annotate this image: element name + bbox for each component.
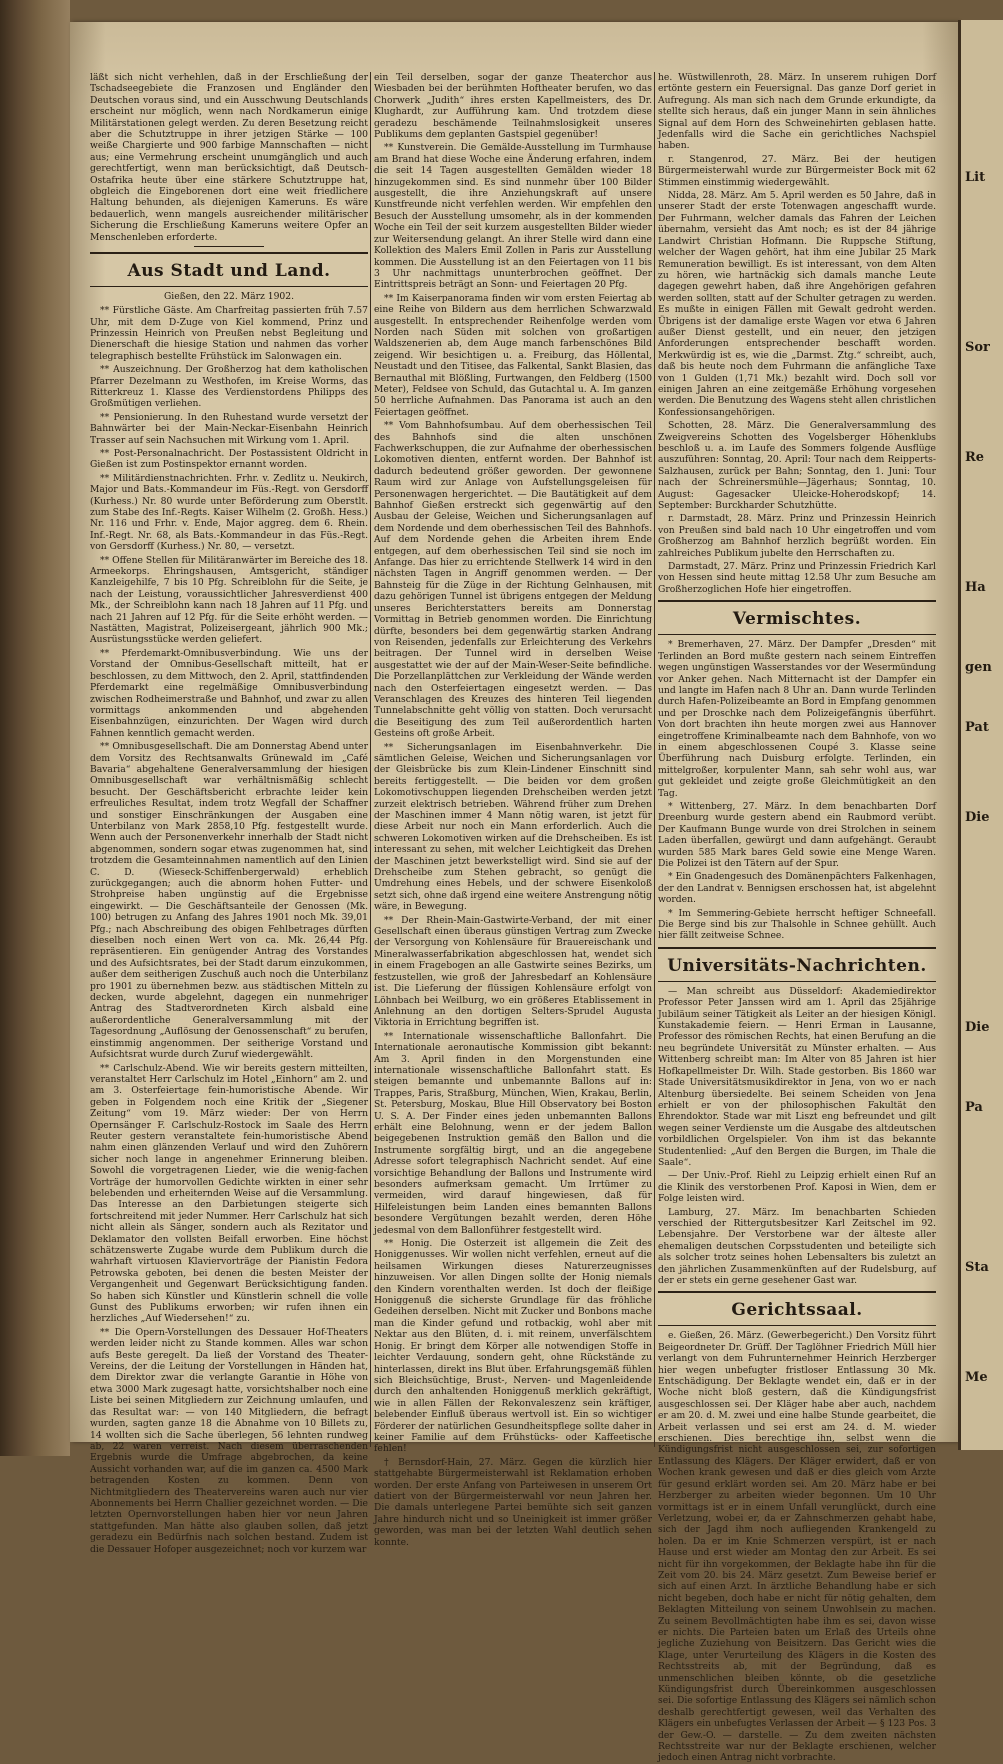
column-1-intro: läßt sich nicht verhehlen, daß in der Erschließung der Tschadseegebiete die Franzosen und Engländer den Deutschen voraus sind, und ein Ausschwung Deutschlands erscheint nur möglich, wenn nach Nordkamerun einige Militärstationen gelegt werden. Zu deren Besetzung reicht aber die Schutztruppe in ihrer jetzigen Stärke — 100 weiße Chargierte und 900 farbige Mannschaften — nicht aus; eine Vermehrung erscheint unumgänglich und auch gerechtfertigt, wenn man berücksichtigt, daß Deutsch-Ostafrika heute über eine stärkere Schutztruppe hat, obgleich die Eingeborenen dort eine weit friedlichere Haltung behunden, als diejenigen Kameruns. Es wäre bedauerlich, wenn mangels ausreichender militärischer Sicherung die Erschließung Kameruns weitere Opfer an Menschenleben erforderte. bbox=[90, 72, 368, 243]
article-paragraph: ** Internationale wissenschaftliche Ballonfahrt. Die Internationale aeronautische Kommission gibt bekannt: Am 3. April finden in den Morgenstunden eine internationale wissenschaftliche Ballonfahrt statt. Es steigen bemannte und unbemannte Ballons auf in: Trappes, Paris, Straßburg, München, Wien, Krakau, Berlin, St. Petersburg, Moskau, Blue Hill Observatory bei Boston U. S. A. Der Finder eines jeden unbemannten Ballons erhält eine Belohnung, wenn er der jedem Ballon beigegebenen Instruktion gemäß den Ballon und die Instrumente sorgfältig birgt, und an die angegebene Adresse sofort telegraphisch Nachricht sendet. Auf eine vorsichtige Behandlung der Ballons und Instrumente wird besonders aufmerksam gemacht. Um Irrtümer zu vermeiden, wird darauf hingewiesen, daß für Hilfeleistungen beim Landen eines bemannten Ballons besondere Vergütungen bezahlt werden, deren Höhe jedesmal von dem Ballonführer festgestellt wird. bbox=[374, 1030, 652, 1236]
article-paragraph: ** Honig. Die Osterzeit ist allgemein die Zeit des Honiggenusses. Wir wollen nicht verfehlen, erneut auf die heilsamen Wirkungen dieses Naturerzeugnisses hinzuweisen. Vor allen Dingen sollte der Honig niemals den Kindern vorenthalten werden. Ist doch der fleißige Honiggenuß die sicherste Grundlage für das fröhliche Gedeihen derselben. Nicht mit Zucker und Bonbons mache man die Kinder gefund und rotbackig, wohl aber mit Nektar aus den Blüten, d. i. mit reinem, unverfälschtem Honig. Er bringt dem Körper alle notwendigen Stoffe in leichter Verdauung, sondern geht, ohne Rückstände zu hinterlassen, direkt ins Blut über. Erfahrungsgemäß fühlen sich Bleichsüchtige, Brust-, Nerven- und Magenleidende durch den anhaltenden Honiggenuß merklich gekräftigt, wie in allen Fällen der Rekonvaleszenz sein kräftiger, belebender Einfluß überaus wertvoll ist. Ein so wichtiger Förderer der natürlichen Gesundheitspflege sollte daher in keiner Familie auf dem Frühstücks- oder Kaffeetische fehlen! bbox=[374, 1238, 652, 1455]
article-paragraph: — Man schreibt aus Düsseldorf: Akademiedirektor Professor Peter Janssen wird am 1. April das 25jährige Jubiläum seiner Tätigkeit als Leiter an der hiesigen Königl. Kunstakademie feiern. — Henri Erman in Lausanne, Professor des römischen Rechts, hat einen Berufung an die neu begründete Universität zu Münster erhalten. — Aus Wittenberg schreibt man: Im Alter von 85 Jahren ist hier Hofkapellmeister Dr. Wilh. Stade gestorben. Bis 1860 war Stade Universitätsmusikdirektor in Jena, von wo er nach Altenburg übersiedelte. Bei seinem Scheiden von Jena erhielt er von der philosophischen Fakultät den Ehrendoktor. Stade war mit Liszt eng befreundet und gilt wegen seiner Verdienste um die Ausgabe des altdeutschen vorbildlichen Orgelspieler. Von ihm ist das bekannte Studentenlied: „Auf den Bergen die Burgen, im Thale die Saale“. bbox=[658, 985, 936, 1168]
column-divider bbox=[370, 72, 371, 1447]
article-paragraph: Schotten, 28. März. Die Generalversammlung des Zweigvereins Schotten des Vogelsberger Höhenklubs beschloß u. a. im Laufe des Sommers folgende Ausflüge auszuführen: Sonntag, 20. April: Tour nach dem Reipperts-Salzhausen, zurück per Bahn; Sonntag, den 1. Juni: Tour nach der Schreinersmühle—Jägerhaus; Sonntag, 10. August: Gagesacker Uleicke-Hoherodskopf; 14. September: Burckharder Schutzhütte. bbox=[658, 420, 936, 512]
article-paragraph: r. Darmstadt, 28. März. Prinz und Prinzessin Heinrich von Preußen sind bald nach 10 Uhr eingetroffen und vom Großherzog am Bahnhof herzlich begrüßt worden. Ein zahlreiches Publikum jubelte den Herrschaften zu. bbox=[658, 513, 936, 559]
page-edge-fragment: Re bbox=[965, 450, 985, 465]
article-paragraph: — Der Univ.-Prof. Riehl zu Leipzig erhielt einen Ruf an die Klinik des verstorbenen Prof. Kaposi in Wien, dem er Folge leisten wird. bbox=[658, 1170, 936, 1205]
article-paragraph: ** Sicherungsanlagen im Eisenbahnverkehr. Die sämtlichen Geleise, Weichen und Sicherungsanlagen vor der Gleisbrücke bis zum Klein-Lindener Einschnitt sind bereits fertiggestellt. — Die beiden vor dem großen Lokomotivschuppen liegenden Drehscheiben werden jetzt zurzeit elektrisch betrieben. Während früher zum Drehen der Maschinen immer 4 Mann nötig waren, ist jetzt für diese Arbeit nur noch ein Mann erforderlich. Auch die schweren Lokomotiven wirken auf die Drehscheiben. Es ist interessant zu sehen, mit welcher Leichtigkeit das Drehen der Maschinen jetzt bewerkstelligt wird. Sind sie auf der Drehscheibe zum Stehen gebracht, so genügt die Umdrehung eines Hebels, und der schwere Eisenkoloß setzt sich, ohne daß irgend eine weitere Anstrengung nötig wäre, in Bewegung. bbox=[374, 741, 652, 913]
article-paragraph: ** Offene Stellen für Militäranwärter im Bereiche des 18. Armeekorps. Ehringshausen, Amtsgericht, ständiger Kanzleigehilfe, 7 bis 10 Pfg. Schreiblohn für die Seite, je nach der Leistung, voraussichtlicher Jahresverdienst 400 Mk., der Schreiblohn kann nach 18 Jahren auf 11 Pfg. und nach 21 Jahren auf 12 Pfg. für die Seite erhöht werden. — Nastätten, Magistrat, Polizeisergeant, jährlich 900 Mk.; Ausrüstungsstücke werden geliefert. bbox=[90, 554, 368, 646]
article-paragraph: ** Fürstliche Gäste. Am Charfreitag passierten früh 7.57 Uhr, mit dem D-Zuge von Kiel kommend, Prinz und Prinzessin Heinrich von Preußen nebst Begleitung und Dienerschaft die hiesige Station und nahmen das vorher telegraphisch bestellte Frühstück im Salonwagen ein. bbox=[90, 305, 368, 362]
section-heading-university-news: Universitäts-Nachrichten. bbox=[667, 955, 927, 976]
heading-frame bbox=[658, 600, 936, 635]
article-paragraph: ** Der Rhein-Main-Gastwirte-Verband, der mit einer Gesellschaft einen überaus günstigen Vertrag zum Zwecke der Versorgung von Kohlensäure für Brauereischank und Mineralwasserfabrikation abgeschlossen hat, wendet sich in einem Fragebogen an alle Gastwirte seines Bezirks, um festzustellen, wie groß der Jahresbedarf an Kohlensäure ist. Die Lieferung der flüssigen Kohlensäure erfolgt von Löhnbach bei Weilburg, wo ein größeres Etablissement in Anlehnung an den dortigen Selters-Sprudel Augusta Viktoria in Errichtung begriffen ist. bbox=[374, 914, 652, 1029]
section-heading-local-news: Aus Stadt und Land. bbox=[127, 261, 331, 282]
dateline: Gießen, den 22. März 1902. bbox=[163, 291, 295, 303]
article-paragraph: r. Stangenrod, 27. März. Bei der heutigen Bürgermeisterwahl wurde zur Bürgermeister Bock mit 62 Stimmen einstimmig wiedergewählt. bbox=[658, 153, 936, 188]
article-paragraph: * Wittenberg, 27. März. In dem benachbarten Dorf Dreenburg wurde gestern abend ein Raubmord verübt. Der Kaufmann Bunge wurde von drei Strolchen in seinem Laden überfallen, gewürgt und dann aufgehängt. Geraubt wurden 585 Mark bares Geld sowie eine Menge Waren. Die Polizei ist den Tätern auf der Spur. bbox=[658, 800, 936, 869]
section-heading-courtroom: Gerichtssaal. bbox=[731, 1300, 863, 1321]
page-edge-fragment: Sor bbox=[965, 340, 990, 355]
article-paragraph: ** Auszeichnung. Der Großherzog hat dem katholischen Pfarrer Dezelmann zu Westhofen, im Kreise Worms, das Ritterkreuz 1. Klasse des Verdienstordens Philipps des Großmütigen verliehen. bbox=[90, 364, 368, 410]
article-paragraph: e. Gießen, 26. März. (Gewerbegericht.) Den Vorsitz führt Beigeordneter Dr. Grüff. Der Taglöhner Friedrich Müll hier verlangt von dem Fuhrunternehmer Heinrich Herzberger hier wegen unbefugter fristloser Entlassung 30 Mk. Entschädigung. Der Beklagte wendet ein, daß er in der Woche nicht bloß gestern, daß die Kündigungsfrist ausgeschlossen sei. Der Kläger habe aber auch, nachdem er am 20. d. M. zwei und eine halbe Stunde gearbeitet, die Arbeit verlassen und sei erst am 24. d. M. wieder erschienen. Dies berechtige ihn, selbst wenn die Kündigungsfrist nicht ausgeschlossen sei, zur sofortigen Entlassung des Klägers. Der Kläger erwidert, daß er von Wochen krank gewesen und daß er dies gleich vom Arzte für gesund erklärt worden sei. Am 20. März habe er bei Herzberger zu arbeiten wieder begonnen. Um 10 Uhr vormittags ist er in einem Unfall verunglückt, durch eine Verletzung, wobei er, da er Zahnschmerzen gehabt habe, sich der Jagd ihm noch aufliegenden Krankengeld zu holen. Da er im Knie Schmerzen verspürt, ist er nach Hause und erst wieder am Montag den zur Arbeit. Es sei nicht für ihn vorgekommen, der Beklagte habe ihn für die Zeit vom 20. bis 24. März gesetzt. Zum Beweise berief er sich auf einen Arzt. In ärztliche Behandlung habe er sich nicht begeben, doch habe er nicht für nötig gehalten, dem Beklagten Mitteilung von seinem Unwohlsein zu machen. Zu seinem Bevollmächtigten habe ihm es sei, davon wisse er nichts. Die Parteien baten um Erlaß des Urteils ohne jegliche Zuziehung von Beisitzern. Das Gericht wies die Klage, unter Verurteilung des Klägers in die Kosten des Rechtsstreits ab, mit der Begründung, daß es unmenschlichen bleiben könnte, ob die gesetzliche Kündigungsfrist durch Übereinkommen ausgeschlossen sei. Die sofortige Entlassung des Klägers sei nämlich schon deshalb gerechtfertigt gewesen, weil das Verhalten des Klägers ein unbefugtes Verlassen der Arbeit — § 123 Pos. 3 der Gew.-O. — darstelle. — Zu dem zweiten nächsten Rechtsstreite war nur der Beklagte erschienen, welcher jedoch einen Antrag nicht vorbrachte. bbox=[658, 1330, 936, 1764]
adjacent-page-edge bbox=[958, 20, 1003, 1450]
page-edge-fragment: Pa bbox=[965, 1100, 983, 1115]
article-paragraph: ** Pensionierung. In den Ruhestand wurde versetzt der Bahnwärter bei der Main-Neckar-Eisenbahn Heinrich Trasser auf sein Nachsuchen mit Wirkung vom 1. April. bbox=[90, 411, 368, 446]
page-edge-fragment: Pat bbox=[965, 720, 989, 735]
page-edge-fragment: gen bbox=[965, 660, 992, 675]
column-1 bbox=[90, 72, 368, 1555]
article-paragraph: he. Wüstwillenroth, 28. März. In unserem ruhigen Dorf ertönte gestern ein Feuersignal. Das ganze Dorf geriet in Aufregung. Als man sich nach dem Grunde erkundigte, da stellte sich heraus, daß ein junger Mann in sein ähnliches Signal auf dem Horn des Schweinehirten geblasen hatte. Jedenfalls wird die Sache ein gerichtliches Nachspiel haben. bbox=[658, 72, 936, 152]
section-divider bbox=[194, 246, 264, 247]
article-paragraph: * Ein Gnadengesuch des Domänenpächters Falkenhagen, der den Landrat v. Bennigsen erschossen hat, ist abgelehnt worden. bbox=[658, 871, 936, 906]
column-divider bbox=[654, 72, 655, 1447]
heading-frame bbox=[658, 947, 936, 982]
article-paragraph: Darmstadt, 27. März. Prinz und Prinzessin Friedrich Karl von Hessen sind heute mittag 12.58 Uhr zum Besuche am Großherzoglichen Hofe hier eingetroffen. bbox=[658, 561, 936, 595]
article-paragraph: ein Teil derselben, sogar der ganze Theaterchor aus Wiesbaden bei der berühmten Hoftheater berufen, wo das Chorwerk „Judith“ ihres ersten Kapellmeisters, des Dr. Klughardt, zur Aufführung kam. Und trotzdem diese geradezu beschämende Teilnahmslosigkeit unseres Publikums dem geplanten Gastspiel gegenüber! bbox=[374, 72, 652, 141]
article-paragraph: ** Kunstverein. Die Gemälde-Ausstellung im Turmhause am Brand hat diese Woche eine Änderung erfahren, indem die seit 14 Tagen ausgestellten Gemälden wieder 18 hinzugekommen sind. Es sind nunmehr über 100 Bilder ausgestellt, die ihre Anziehungskraft auf unsere Kunstfreunde nicht verfehlen werden. Wir empfehlen den Besuch der Ausstellung umsomehr, als in der kommenden Woche ein Teil der seit kurzem ausgestellten Bilder wieder zur Weitersendung gelangt. An ihrer Stelle wird dann eine Kollektion des Malers Emil Zollen in Paris zur Ausstellung kommen. Die Ausstellung ist an den Feiertagen von 11 bis 3 Uhr nachmittags ununterbrochen geöffnet. Der Eintrittspreis beträgt an Sonn- und Feiertagen 20 Pfg. bbox=[374, 142, 652, 291]
page-edge-fragment: Lit bbox=[965, 170, 986, 185]
article-paragraph: † Bernsdorf-Hain, 27. März. Gegen die kürzlich hier stattgehabte Bürgermeisterwahl ist Reklamation erhoben worden. Der erste Anfang von Parteiwesen in unserem Ort datiert von der Bürgermeisterwahl vor neun Jahren her. Die damals unterlegene Partei bemühte sich seit ganzen Jahre hindurch nicht und so Uneinigkeit ist immer größer geworden, was man bei der letzten Wahl deutlich sehen konnte. bbox=[374, 1456, 652, 1548]
page-edge-fragment: Die bbox=[965, 810, 990, 825]
article-paragraph: ** Vom Bahnhofsumbau. Auf dem oberhessischen Teil des Bahnhofs sind die alten unschönen Fachwerkschuppen, die zur Aufnahme der oberhessischen Lokomotiven dienten, entfernt worden. Der Bahnhof ist dadurch bedeutend größer geworden. Der gewonnene Raum wird zur Anlage von Aufstellungsgeleisen für Personenwagen hergerichtet. — Die Bautätigkeit auf dem Bahnhof Gießen erstreckt sich gegenwärtig auf den Ausbau der Geleise, Weichen und Sicherungsanlagen auf dem Nordende und dem oberhessischen Teil des Bahnhofs. Auf dem Nordende gehen die Arbeiten ihrem Ende entgegen, auf dem oberhessischen Teil sind sie noch im Anfange. Das hier zu errichtende Stellwerk 14 wird in den nächsten Tagen in Angriff genommen werden. — Der Bahnsteig für die Züge in der Richtung Gelnhausen, mit dazu gehörigen Tunnel ist übrigens entgegen der Meldung unseres Berichterstatters bereits am Donnerstag Vormittag in Betrieb genommen worden. Die Einrichtung dürfte, besonders bei dem gegenwärtig starken Andrang von Reisenden, jedenfalls zur Erleichterung des Verkehrs beitragen. Der Tunnel wird in derselben Weise ausgestattet wie der auf der Main-Weser-Seite befindliche. Die Porzellanplättchen zur Verkleidung der Wände werden nach den Osterfeiertagen eingesetzt werden. — Das Veranschlagen des Kreuzes des hinteren Teil liegenden Tunnelabschnitte geht völlig von statten. Doch verursacht die Beseitigung des zum Teil außerordentlich harten Gesteins oft große Arbeit. bbox=[374, 420, 652, 740]
section-heading-miscellaneous: Vermischtes. bbox=[732, 609, 862, 630]
page-edge-fragment: Ha bbox=[965, 580, 986, 595]
article-paragraph: Lamburg, 27. März. Im benachbarten Schieden verschied der Rittergutsbesitzer Karl Zeitschel im 92. Lebensjahre. Der Verstorbene war der älteste aller ehemaligen deutschen Corpsstudenten und beteiligte sich als solcher trotz seines hohen Lebensalters bis zuletzt an den jährlichen Zusammenkünften auf der Rudelsburg, auf der er stets ein gerne gesehener Gast war. bbox=[658, 1206, 936, 1286]
article-paragraph: ** Post-Personalnachricht. Der Postassistent Oldricht in Gießen ist zum Postinspektor ernannt worden. bbox=[90, 447, 368, 471]
page-edge-fragment: Sta bbox=[965, 1260, 989, 1275]
column-3 bbox=[658, 72, 936, 1764]
article-paragraph: ** Pferdemarkt-Omnibusverbindung. Wie uns der Vorstand der Omnibus-Gesellschaft mitteilt, hat er beschlossen, zu dem Mittwoch, den 2. April, stattfindenden Pferdemarkt eine regelmäßige Omnibusverbindung zwischen Rodheimerstraße und Bahnhof, und zwar zu allen vormittags ankommenden und abgehenden Eisenbahnzügen, einzurichten. Der Wagen wird durch Fahnen kenntlich gemacht werden. bbox=[90, 647, 368, 739]
newspaper-page bbox=[70, 22, 958, 1764]
article-paragraph: Nidda, 28. März. Am 5. April werden es 50 Jahre, daß in unserer Stadt der erste Totenwagen angeschafft wurde. Der Fuhrmann, welcher damals das Fahren der Leichen übernahm, versieht das Amt noch; es ist der 84 jährige Landwirt Christian Hofmann. Die Ruppsche Stiftung, welcher der Wagen gehört, hat ihm eine Jubilar 25 Mark Remuneration bewilligt. Es ist interessant, von dem Alten zu hören, wie hartnäckig sich damals manche Leute dagegen gewehrt haben, daß ihre Angehörigen gefahren werden sollten, statt auf der Schulter getragen zu werden. Es mußte in einigen Fällen mit Gewalt gedroht werden. Übrigens ist der damalige erste Wagen vor etwa 6 Jahren außer Dienst gestellt, und ein neuer, den jetzigen Anforderungen entsprechender beschafft worden. Merkwürdig ist es, wie die „Darmst. Ztg.“ schreibt, auch, daß bis heute noch dem Fuhrmann die anfängliche Taxe von 1 Gulden (1,71 Mk.) bezahlt wird. Doch soll vor einigen Jahren an eine zeitgemäße Erhöhung vorgesehen werden. Die Benutzung des Wagens steht allen christlichen Konfessionsangehörigen. bbox=[658, 190, 936, 418]
article-paragraph: ** Im Kaiserpanorama finden wir vom ersten Feiertag ab eine Reihe von Bildern aus dem herrlichen Schwarzwald ausgestellt. In entsprechender Reihenfolge werden vom Norden nach Süden mit solchen von großartigen Waldszenerien ab, dem Auge manch farbenschönes Bild zeigend. Wir besichtigen u. a. Freiburg, das Höllental, Neustadt und den Titisee, das Falkental, Sankt Blasien, das Bernauthal mit Blößling, Furtwangen, den Feldberg (1500 Meter), Feldsee von Schuld, das Gutachtal u. A. Im ganzen 50 herrliche Aufnahmen. Das Panorama ist auch an den Feiertagen geöffnet. bbox=[374, 292, 652, 418]
article-paragraph: * Bremerhaven, 27. März. Der Dampfer „Dresden“ mit Terlinden an Bord mußte gestern nach seinem Eintreffen wegen ungünstigen Wasserstandes vor der Wesermündung vor Anker gehen. Nach Mitternacht ist der Dampfer ein und langte im Hafen nach 8 Uhr an. Dann wurde Terlinden durch Hafen-Polizeibeamte an Bord in Empfang genommen und per Droschke nach dem Polizeigefängnis überführt. Von dort brachten ihn heute morgen zwei aus Hannover eingetroffene Kriminalbeamte nach dem Bahnhofe, von wo in einem abgeschlossenen Coupé 3. Klasse seine Überführung nach Duisburg erfolgte. Terlinden, ein mittelgroßer, korpulenter Mann, sah sehr wohl aus, war gut gekleidet und zeigte große Gleichmütigkeit an den Tag. bbox=[658, 639, 936, 799]
heading-frame bbox=[90, 252, 368, 287]
heading-frame bbox=[658, 1291, 936, 1326]
column-2 bbox=[374, 72, 652, 1548]
article-paragraph: ** Omnibusgesellschaft. Die am Donnerstag Abend unter dem Vorsitz des Rechtsanwalts Grünewald im „Café Bavaria“ abgehaltene Generalversammlung der hiesigen Omnibusgesellschaft war verhältnismäßig schlecht besucht. Der Geschäftsbericht erbrachte leider kein erfreuliches Resultat, indem trotz Wegfall der Schaffner und sonstiger Einschränkungen der Ausgaben eine Unterbilanz von Mark 2858,10 Pfg. festgestellt wurde. Wenn auch der Personenverkehr innerhalb der Stadt nicht abgenommen, sondern sogar etwas zugenommen hat, sind trotzdem die Gesamteinnahmen namentlich auf den Linien C. D. (Wieseck-Schiffenbergerwald) erheblich zurückgegangen; auch die abnorm hohen Futter- und Strohpreise haben ungünstig auf die Ergebnisse eingewirkt. — Die Geschäftsanteile der Genossen (Mk. 100) betrugen zu Anfang des Jahres 1901 noch Mk. 39,01 Pfg.; nach Abschreibung des obigen Fehlbetrages dürften dieselben noch einen Wert von ca. Mk. 26,44 Pfg. repräsentieren. Ein genügender Antrag des Vorstandes und des Aufsichtsrates, bei der Stadt darum einzukommen, außer dem seitherigen Zuschuß auch noch die Unterbilanz pro 1901 zu übernehmen bezw. aus städtischen Mitteln zu decken, wurde abgelehnt, dagegen ein nunmehriger Antrag des Stadtverordneten Kirch alsbald eine außerordentliche Generalversammlung mit der Tagesordnung „Auflösung der Genossenschaft“ zu berufen, einstimmig angenommen. Der seitherige Vorstand und Aufsichtsrat wurde durch Zuruf wiedergewählt. bbox=[90, 741, 368, 1061]
article-paragraph: ** Carlschulz-Abend. Wie wir bereits gestern mitteilten, veranstaltet Herr Carlschulz im Hotel „Einhorn“ am 2. und am 3. Osterfeiertage fein-humoristische Abende. Wir geben in Folgendem noch eine Kritik der „Siegener Zeitung“ vom 19. März wieder: Der von Herrn Opernsänger F. Carlschulz-Rostock im Saale des Herrn Reuter gestern veranstaltete fein-humoristische Abend nahm einen glänzenden Verlauf und wird den Zuhörern sicher noch lange in angenehmer Erinnerung bleiben. Sowohl die vorgetragenen Lieder, wie die wenig-fachen Vorträge der humorvollen Gedichte wirkten in einer sehr belebenden und erheiternden Weise auf die Versammlung. Das Interesse an den Darbietungen steigerte sich fortschreitend mit jeder Nummer. Herr Carlschulz hat sich nicht allein als Sänger, sondern auch als Rezitator und Deklamator den vollsten Beifall erworben. Eine höchst schätzenswerte Zugabe wurde dem Publikum durch die wahrhaft virtuosen Klaviervorträge der Pianistin Fedora Petrowska geboten, bei denen die besten Meister der Vergangenheit und Gegenwart Berücksichtigung fanden. So haben sich Künstler und Künstlerin schnell die volle Gunst des Publikums erworben; wir rufen ihnen ein herzliches „Auf Wiedersehen!“ zu. bbox=[90, 1062, 368, 1325]
article-paragraph: ** Die Opern-Vorstellungen des Dessauer Hof-Theaters werden leider nicht zu Stande kommen. Alles war schon aufs Beste geregelt. Da ließ der Vorstand des Theater-Vereins, der die Leitung der Vorstellungen in Händen hat, dem Direktor zwar die verlangte Garantie in Höhe von etwa 3000 Mark zugesagt hatte, vorsichtshalber noch eine Liste bei seinen Mitgliedern zur Zeichnung umlaufen, und das Resultat war: — von 140 Mitgliedern, die befragt wurden, sagten ganze 18 die Abnahme von 10 Billets zu, 14 wollten sich die Sache überlegen, 56 lehnten rundweg ab, 22 waren verreist. Nach diesem überraschenden Ergebnis wurde die Umfrage abgebrochen, da keine Aussicht vorhanden war, auf die im ganzen ca. 4500 Mark betragenden Kosten zu kommen. Denn von Nichtmitgliedern des Theatervereins waren auch nur vier Abonnements bei Herrn Challier gezeichnet worden. — Die letzten Opernvorstellungen haben hier vor neun Jahren stattgefunden. Man hätte also glauben sollen, daß jetzt geradezu ein Bedürfnis nach solchen bestand. Zudem ist die Dessauer Hofoper ausgezeichnet; noch vor kurzem war bbox=[90, 1326, 368, 1555]
page-edge-fragment: Die bbox=[965, 1020, 990, 1035]
book-binding bbox=[0, 0, 70, 1456]
article-paragraph: ** Militärdienstnachrichten. Frhr. v. Zedlitz u. Neukirch, Major und Bats.-Kommandeur im Füs.-Regt. von Gersdorff (Kurhess.) Nr. 80 wurde unter Beförderung zum Oberstlt. zum Stabe des Inf.-Regts. Kaiser Wilhelm (2. Großh. Hess.) Nr. 116 und Frhr. v. Ende, Major aggreg. dem 6. Rhein. Inf.-Regt. Nr. 68, als Bats.-Kommandeur in das Füs.-Regt. von Gersdorff (Kurhess.) Nr. 80, — versetzt. bbox=[90, 472, 368, 553]
page-edge-fragment: Me bbox=[965, 1370, 988, 1385]
article-paragraph: * Im Semmering-Gebiete herrscht heftiger Schneefall. Die Berge sind bis zur Thalsohle in Schnee gehüllt. Auch hier fällt zeitweise Schnee. bbox=[658, 907, 936, 942]
